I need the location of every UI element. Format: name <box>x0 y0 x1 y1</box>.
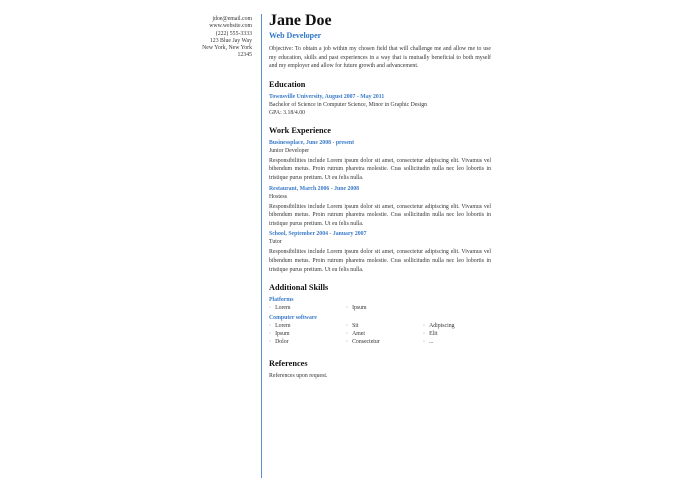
contact-info <box>202 16 252 60</box>
contact-city: New York, New York <box>202 45 252 52</box>
main-column <box>269 0 491 400</box>
skill-item: ◦ Adipiscing <box>423 322 491 330</box>
skill-item: ◦ Consectetur <box>346 338 423 346</box>
platforms-list <box>269 304 491 312</box>
contact-email: jdoe@email.com <box>212 16 252 22</box>
job-description: Responsibilities include Lorem ipsum dolor sit amet, consectetur adipiscing elit. Vivamus vel bibendum metus. Proin rutrum pharetra molestie. Cras sollicitudin nulla nec leo lobortis in tristique purus pretium. Ut eu felis nulla. <box>269 157 491 181</box>
job-entry <box>269 139 491 183</box>
skill-item: ◦ Dolor <box>269 338 346 346</box>
platforms-label: Platforms <box>269 297 294 304</box>
skills-heading: Additional Skills <box>269 283 329 293</box>
education-gpa: GPA: 3.18/4.00 <box>269 109 306 116</box>
software-list <box>269 322 491 346</box>
contact-phone: (222) 555-3333 <box>215 30 252 37</box>
job-place: School, September 2004 - January 2007 <box>269 231 367 238</box>
education-degree: Bachelor of Science in Computer Science, Minor in Graphic Design <box>269 101 428 108</box>
job-place: Businessplace, June 2008 - present <box>269 139 355 146</box>
skill-item: ◦ Lorem <box>269 304 346 312</box>
job-entry <box>269 185 491 229</box>
skill-item: ◦ ... <box>423 338 491 346</box>
job-place: Restaurant, March 2006 - June 2008 <box>269 185 360 192</box>
education-school: Townsville University, August 2007 - May 2011 <box>269 93 385 100</box>
education-heading: Education <box>269 79 306 89</box>
job-entry <box>269 230 491 274</box>
references-heading: References <box>269 359 308 369</box>
skill-item: ◦ Ipsum <box>269 330 346 338</box>
resume-name: Jane Doe <box>269 12 332 29</box>
skill-item: ◦ Ipsum <box>346 304 423 312</box>
job-role: Tutor <box>269 239 282 246</box>
references-text: References upon request. <box>269 373 328 380</box>
resume-title: Web Developer <box>269 31 322 40</box>
job-description: Responsibilities include Lorem ipsum dolor sit amet, consectetur adipiscing elit. Vivamus vel bibendum metus. Proin rutrum pharetra molestie. Cras sollicitudin nulla nec leo lobortis in tristique purus pretium. Ut eu felis nulla. <box>269 249 491 273</box>
divider-line <box>261 14 262 478</box>
job-role: Junior Developer <box>269 147 310 154</box>
job-role: Hostess <box>269 193 288 200</box>
contact-street: 123 Blue Jay Way <box>209 37 252 44</box>
skill-item: ◦ Elit <box>423 330 491 338</box>
skill-item: ◦ Amet <box>346 330 423 338</box>
software-label: Computer software <box>269 315 317 322</box>
skill-item: ◦ Sit <box>346 322 423 330</box>
contact-zip: 12345 <box>237 52 252 59</box>
job-description: Responsibilities include Lorem ipsum dolor sit amet, consectetur adipiscing elit. Vivamus vel bibendum metus. Proin rutrum pharetra molestie. Cras sollicitudin nulla nec leo lobortis in tristique purus pretium. Ut eu felis nulla. <box>269 203 491 227</box>
work-heading: Work Experience <box>269 125 331 135</box>
contact-website: www.website.com <box>209 23 252 30</box>
objective: Objective: To obtain a job within my chosen field that will challenge me and allow me to use my education, skills and past experiences in a way that is mutually beneficial to both myself and my employer and allow for future growth and advancement. <box>269 46 491 70</box>
skill-item: ◦ Lorem <box>269 322 346 330</box>
